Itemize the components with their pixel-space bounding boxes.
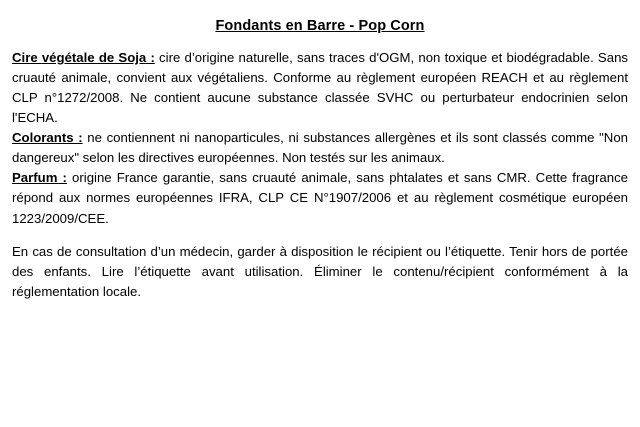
section-parfum (12, 168, 628, 228)
safety-notice: En cas de consultation d’un médecin, garder à disposition le récipient ou l’étiquette. Tenir hors de portée des enfants. Lire l’étiquette avant utilisation. Éliminer le contenu/récipient conformément à la réglementation locale. (12, 243, 628, 299)
section-soy-wax-lead: Cire végétale de Soja : (12, 50, 155, 65)
section-soy-wax-body: cire d’origine naturelle, sans traces d'OGM, non toxique et biodégradable. Sans cruauté animale, convient aux végétaliens. Conforme au règlement européen REACH et au règlement CLP n°1272/2008. Ne contient aucune substance classée SVHC ou perturbateur endocrinien selon l'ECHA. (12, 50, 628, 126)
section-colorants-lead: Colorants : (12, 130, 83, 146)
page-title: Fondants en Barre - Pop Corn (215, 18, 425, 34)
section-colorants-body: ne contiennent ni nanoparticules, ni substances allergènes et ils sont classés comme "Non dangereux" selon les directives européennes. Non testés sur les animaux. (12, 130, 628, 166)
section-soy-wax (12, 48, 628, 128)
paragraph-spacer (12, 229, 628, 242)
section-parfum-body: origine France garantie, sans cruauté animale, sans phtalates et sans CMR. Cette fragrance répond aux normes européennes IFRA, CLP CE N°1907/2006 et au règlement cosmétique européen 1223/2009/CEE. (12, 170, 628, 226)
section-colorants (12, 128, 628, 168)
section-parfum-lead: Parfum : (12, 170, 67, 186)
